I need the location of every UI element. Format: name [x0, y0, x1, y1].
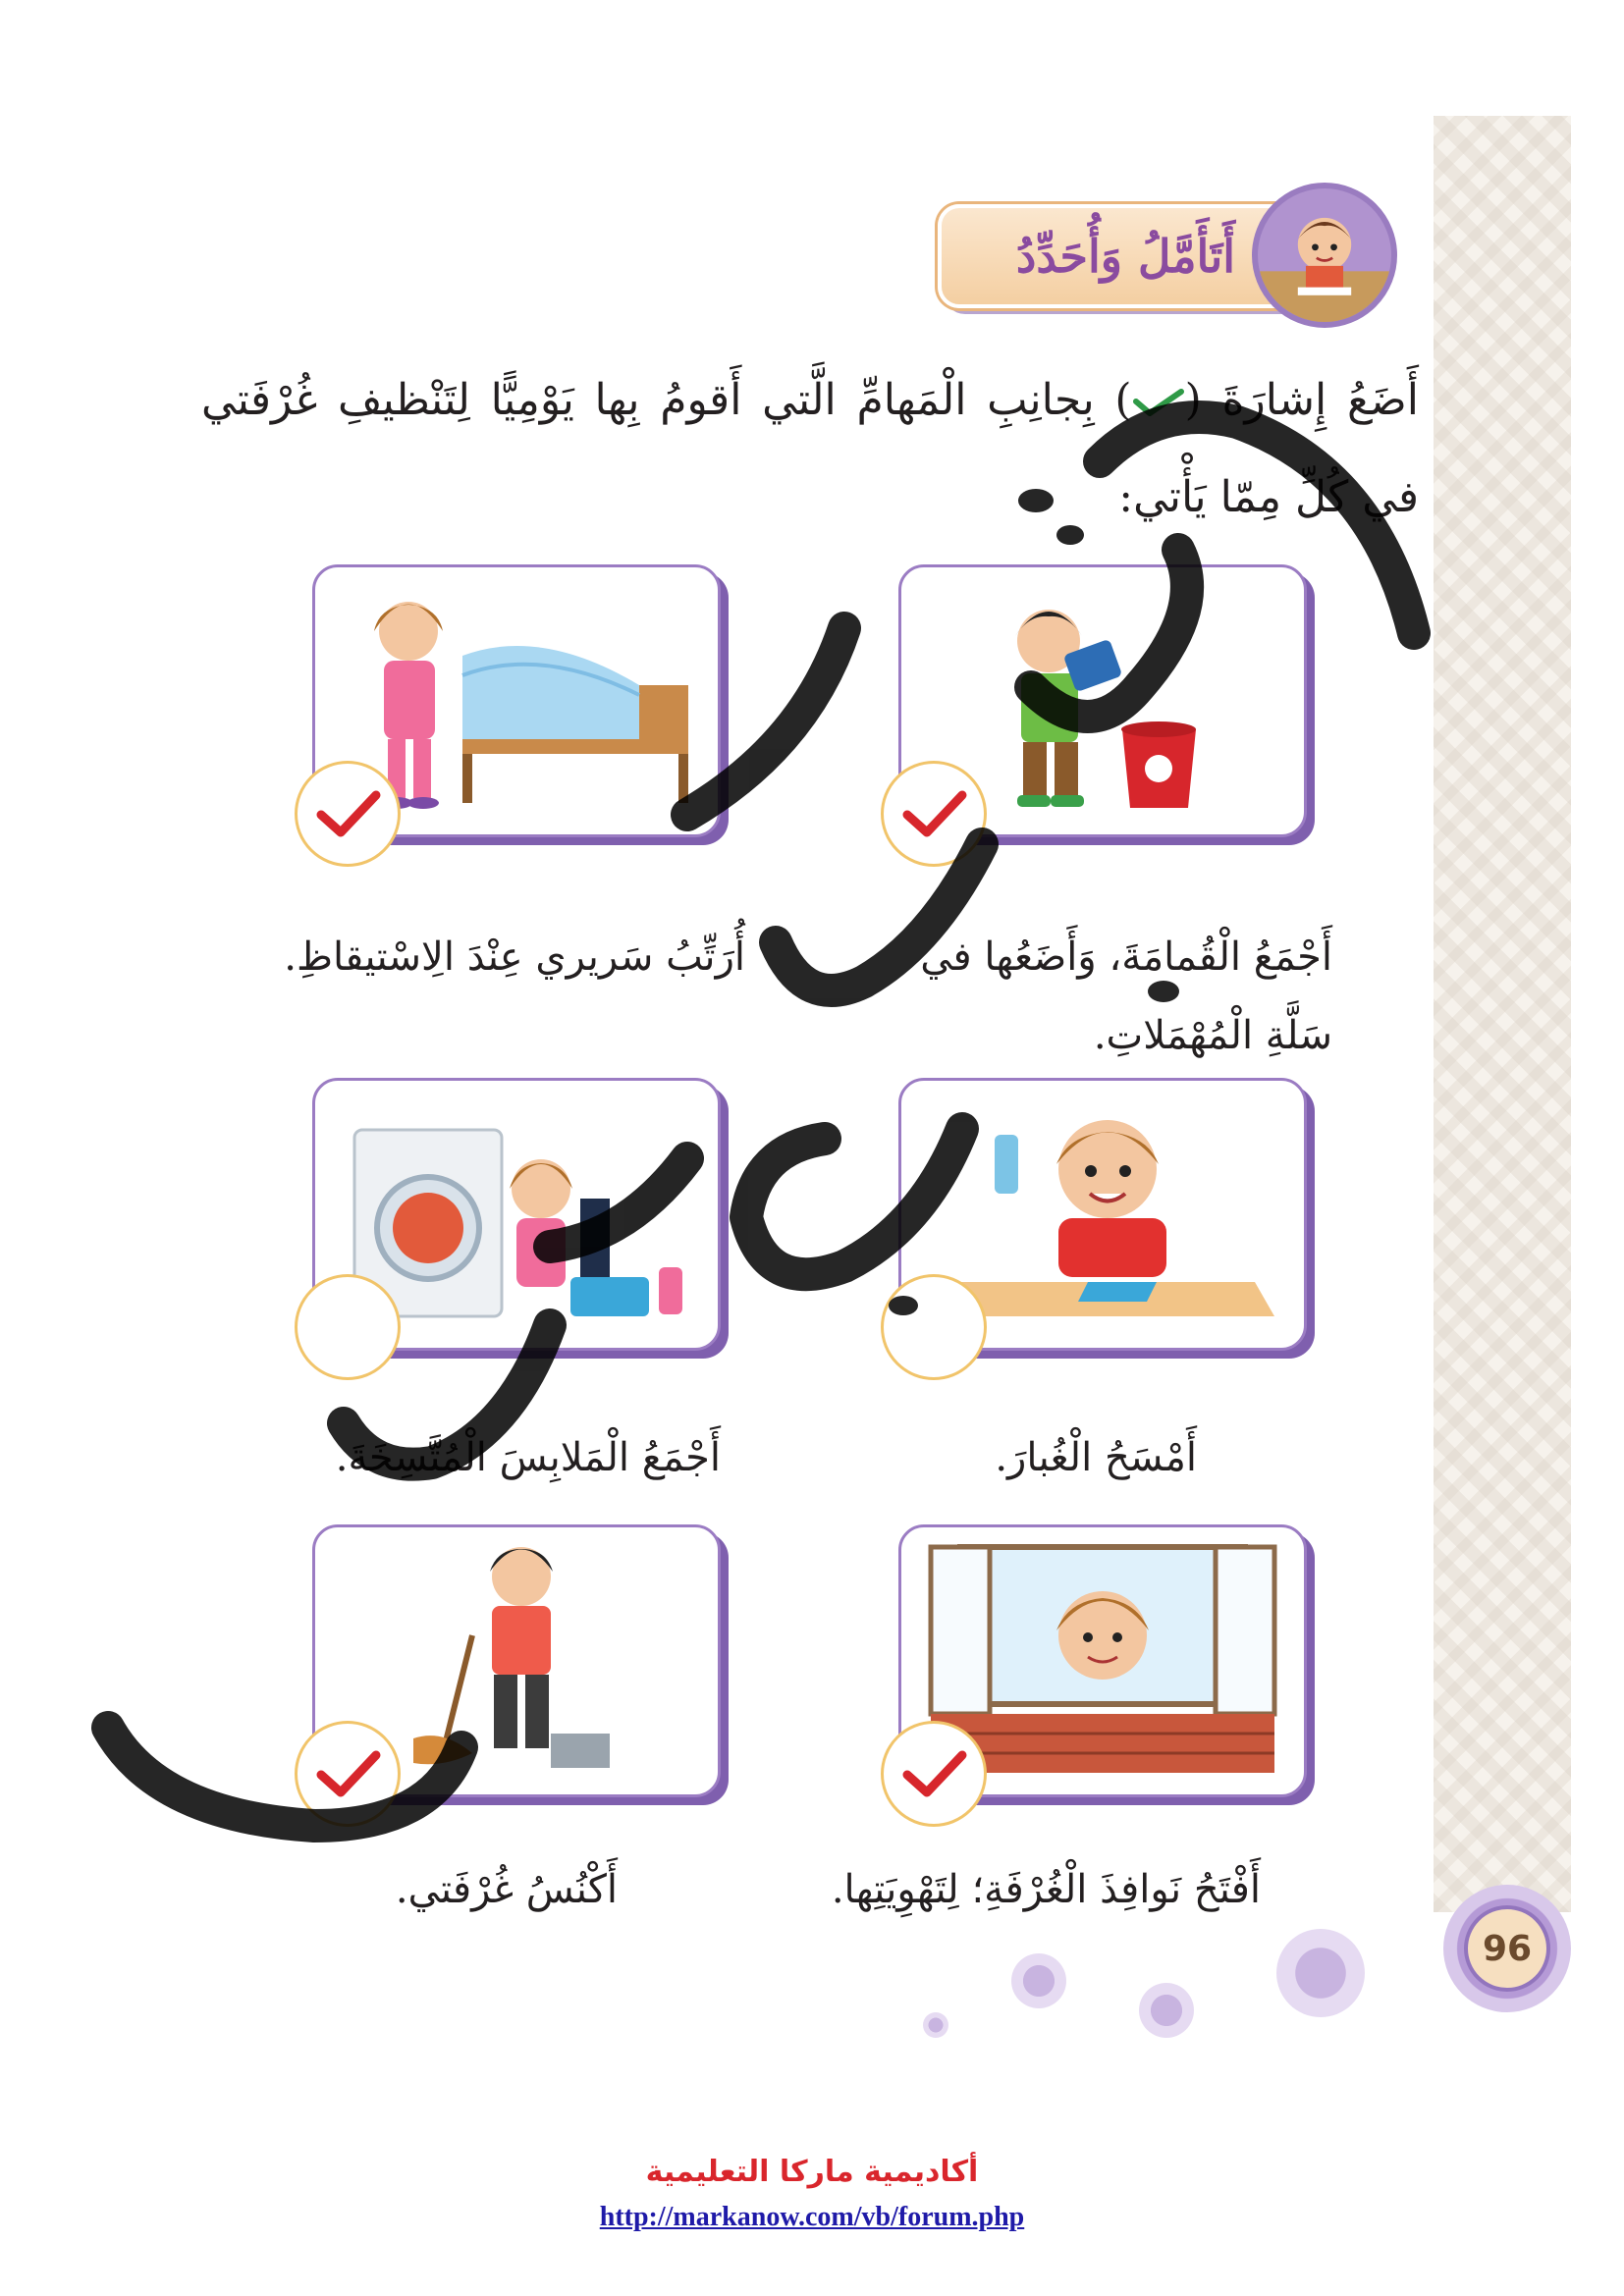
task-card-laundry [312, 1078, 725, 1355]
footer-title: أكاديمية ماركا التعليمية [645, 2155, 979, 2189]
instruction-text [201, 353, 1419, 545]
small-check-icon [1132, 356, 1185, 451]
task-checkbox[interactable] [881, 1721, 987, 1827]
task-caption-bed: أُرَتِّبُ سَريري عِنْدَ الِاسْتيقاظِ. [284, 934, 745, 980]
task-caption-window: أَفْتَحُ نَوافِذَ الْغُرْفَةِ؛ لِتَهْوِيَتِها. [831, 1867, 1261, 1912]
task-card-dust [898, 1078, 1311, 1355]
flower-decoration-icon [1139, 1983, 1194, 2038]
flower-decoration-icon [923, 2012, 948, 2038]
task-caption-trash: أَجْمَعُ الْقُمامَةَ، وَأَضَعُها في سَلَّةِ الْمُهْمَلاتِ. [920, 934, 1332, 1058]
footer-link[interactable]: http://markanow.com/vb/forum.php [599, 2202, 1025, 2232]
page-number-badge [1443, 1885, 1571, 2012]
student-avatar-icon [1252, 183, 1397, 328]
task-checkbox[interactable] [295, 1274, 401, 1380]
task-checkbox[interactable] [881, 761, 987, 867]
task-card-trash [898, 564, 1311, 841]
task-card-window [898, 1524, 1311, 1801]
instruction-part-2: ) بِجانِبِ الْمَهامِّ الَّتي أَقومُ بِها يَوْمِيًّا لِتَنْظيفِ غُرْفَتي في كُلِّ مِمّا يَأْتي: [201, 375, 1419, 522]
red-check-icon [899, 779, 968, 848]
instruction-part-1: أَضَعُ إِشارَةَ ( [1184, 375, 1419, 425]
decorative-side-band [1434, 116, 1571, 1912]
task-checkbox[interactable] [295, 761, 401, 867]
flower-decoration-icon [1011, 1953, 1066, 2008]
red-check-icon [313, 1739, 382, 1808]
task-checkbox[interactable] [295, 1721, 401, 1827]
red-check-icon [313, 779, 382, 848]
task-caption-dust: أَمْسَحُ الْغُبارَ. [995, 1435, 1197, 1480]
task-caption-laundry: أَجْمَعُ الْمَلابِسَ الْمُتَّسِخَةَ. [335, 1435, 721, 1480]
task-card-bed [312, 564, 725, 841]
section-title: أَتَأَمَّلُ وَأُحَدِّدُ [1015, 230, 1236, 283]
task-checkbox[interactable] [881, 1274, 987, 1380]
flower-decoration-icon [1276, 1929, 1365, 2017]
task-caption-sweep: أَكْنُسُ غُرْفَتي. [395, 1867, 618, 1912]
page-number: 96 [1464, 1905, 1550, 1992]
task-card-sweep [312, 1524, 725, 1801]
red-check-icon [899, 1739, 968, 1808]
section-header [938, 204, 1384, 307]
